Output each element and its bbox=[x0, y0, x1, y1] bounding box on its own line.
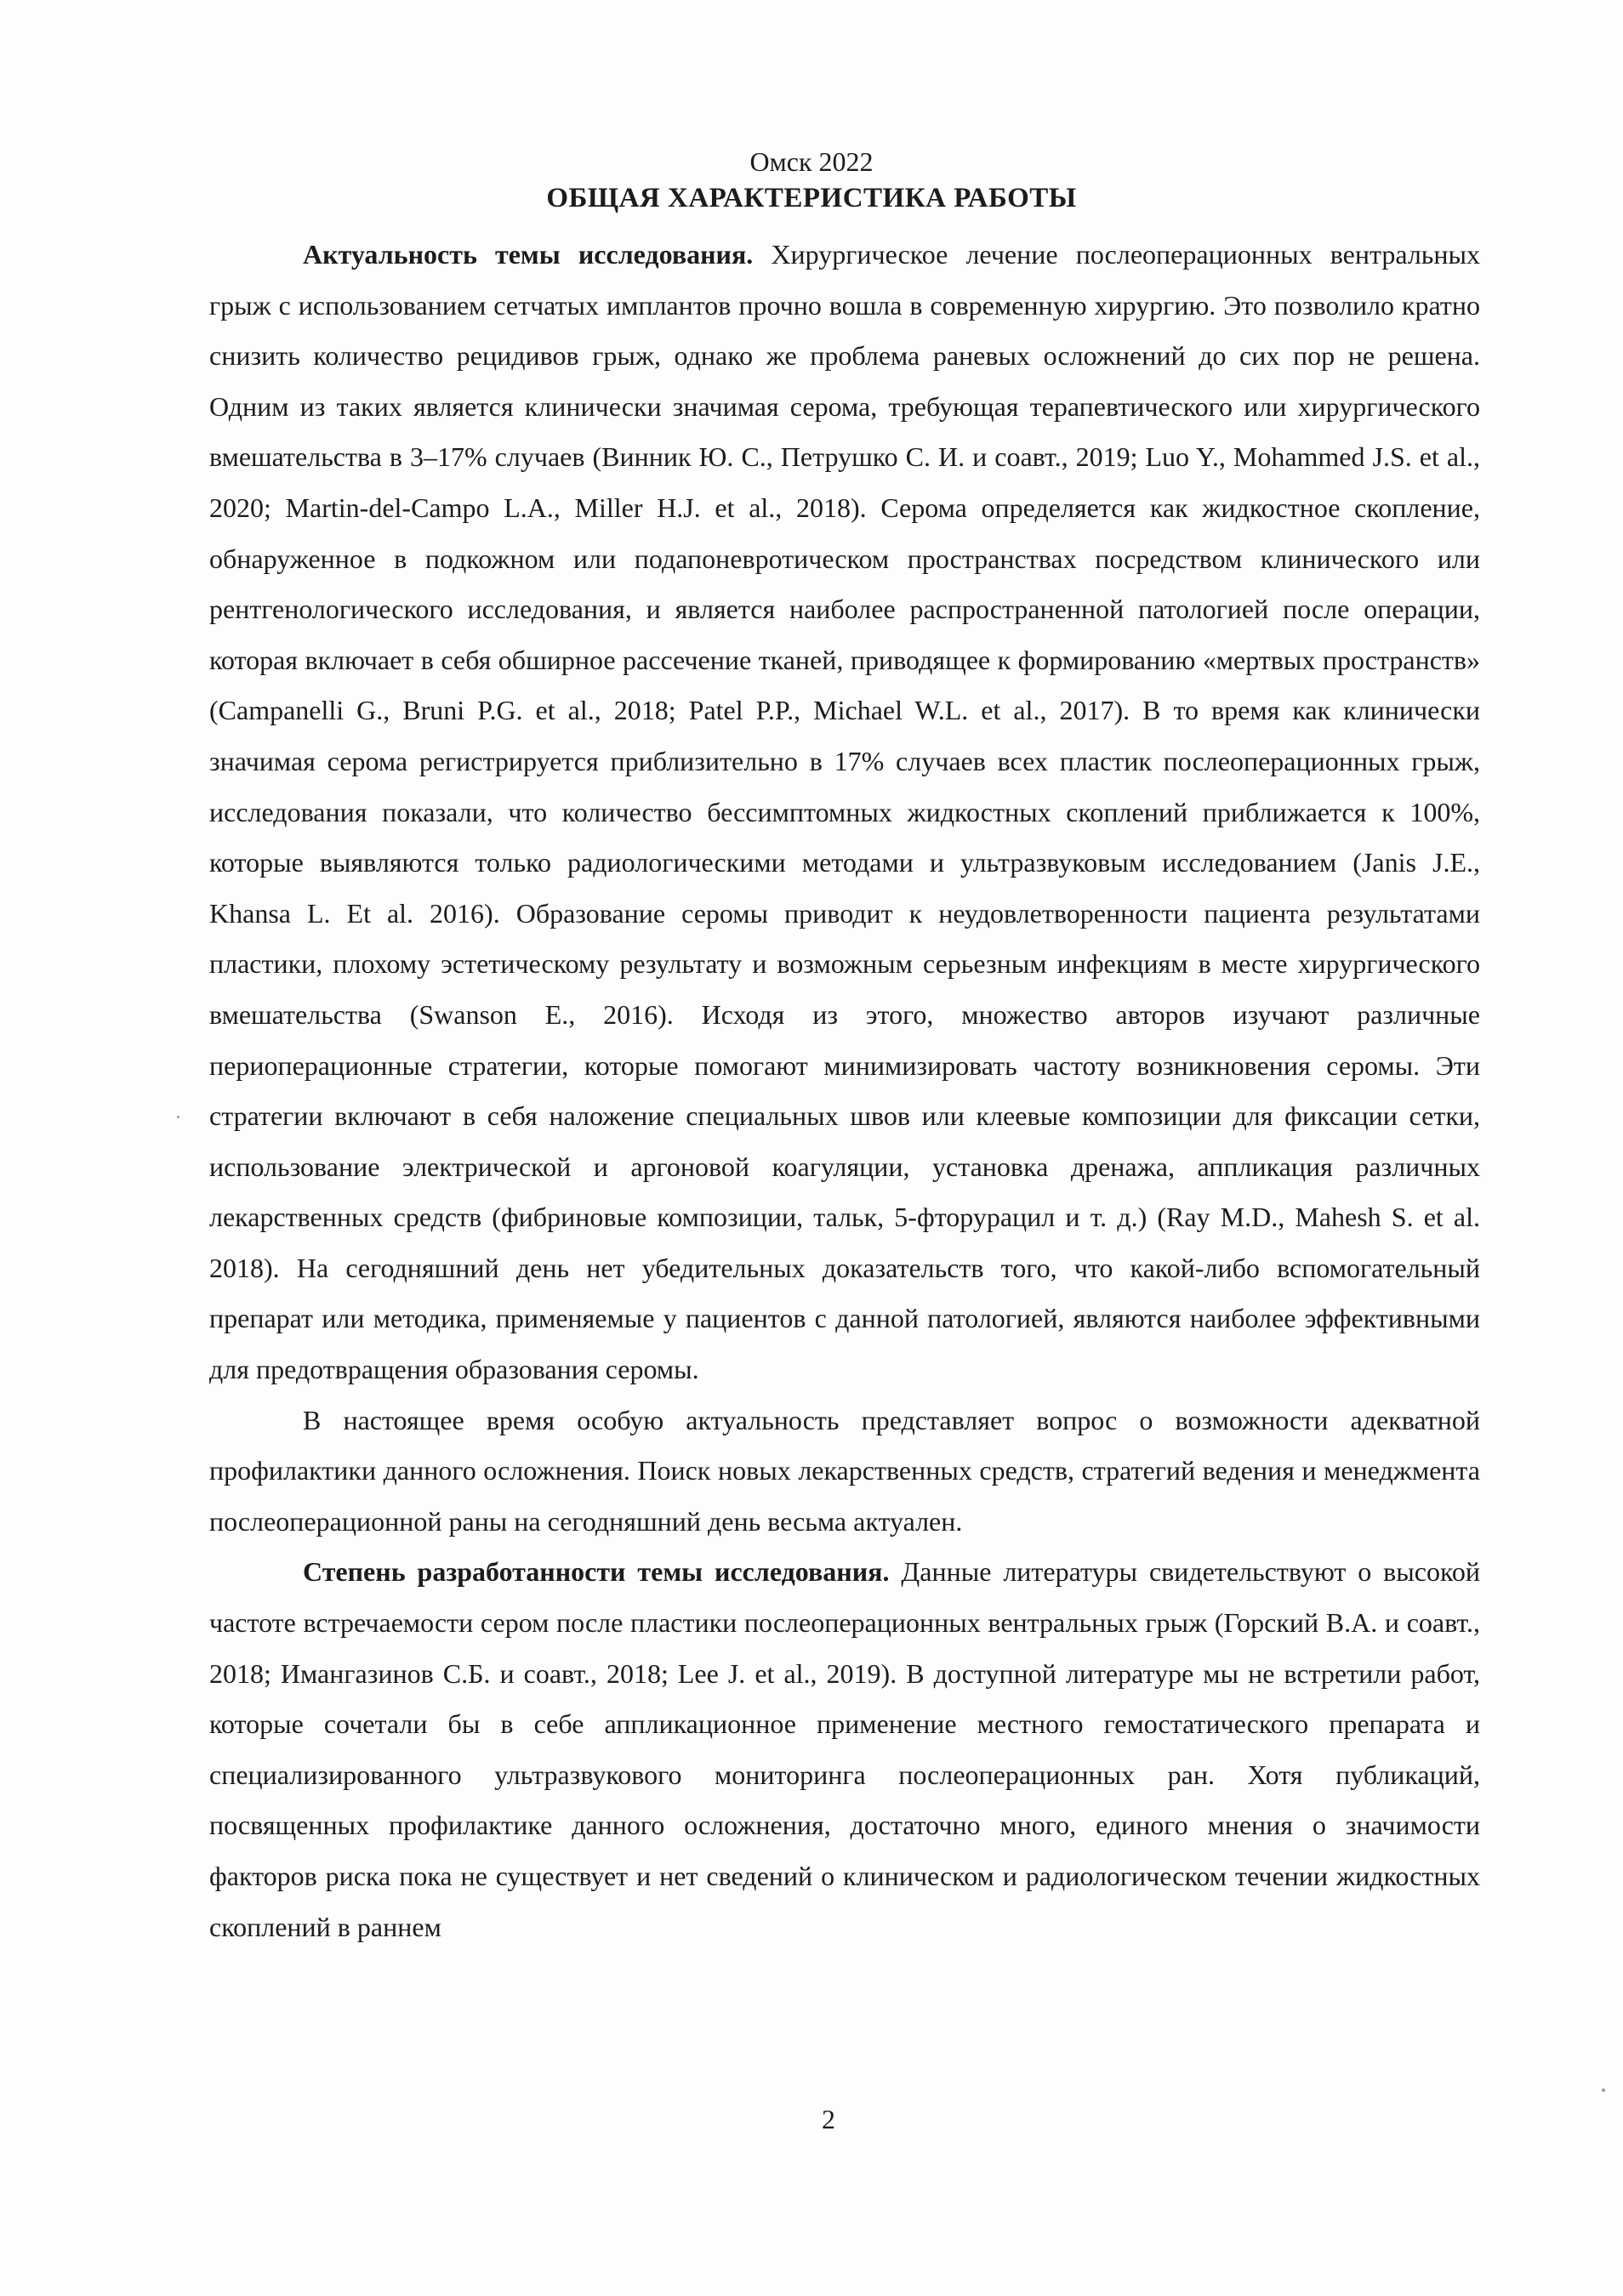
section-title: ОБЩАЯ ХАРАКТЕРИСТИКА РАБОТЫ bbox=[546, 183, 1077, 213]
scan-speck bbox=[1602, 2089, 1605, 2092]
paragraph-text-relevance: Хирургическое лечение послеоперационных вентральных грыж с использованием сетчатых имплантов прочно вошла в современную хирургию. Это позволило кратно снизить количество рецидивов грыж, однако же проблема раневых осложнений до сих пор не решена. Одним из таких является клинически значимая серома, требующая терапевтического или хирургического вмешательства в 3–17% случаев (Винник Ю. С., Петрушко С. И. и соавт., 2019; Luo Y., Mohammed J.S. et al., 2020; Martin-del-Campo L.A., Miller H.J. et al., 2018). Серома определяется как жидкостное скопление, обнаруженное в подкожном или подапоневротическом пространствах посредством клинического или рентгенологического исследования, и является наиболее распространенной патологией после операции, которая включает в себя обширное рассечение тканей, приводящее к формированию «мертвых пространств» (Campanelli G., Bruni P.G. et al., 2018; Patel P.P., Michael W.L. et al., 2017). В то время как клинически значимая серома регистрируется приблизительно в 17% случаев всех пластик послеоперационных грыж, исследования показали, что количество бессимптомных жидкостных скоплений приближается к 100%, которые выявляются только радиологическими методами и ультразвуковым исследованием (Janis J.E., Khansa L. Et al. 2016). Образование серомы приводит к неудовлетворенности пациента результатами пластики, плохому эстетическому результату и возможным серьезным инфекциям в месте хирургического вмешательства (Swanson E., 2016). Исходя из этого, множество авторов изучают различные периоперационные стратегии, которые помогают минимизировать частоту возникновения серомы. Эти стратегии включают в себя наложение специальных швов или клеевые композиции для фиксации сетки, использование электрической и аргоновой коагуляции, установка дренажа, аппликация различных лекарственных средств (фибриновые композиции, тальк, 5-фторурацил и т. д.) (Ray M.D., Mahesh S. et al. 2018). На сегодняшний день нет убедительных доказательств того, что какой-либо вспомогательный препарат или методика, применяемые у пациентов с данной патологией, являются наиболее эффективными для предотвращения образования серомы. bbox=[209, 239, 1481, 1385]
city-year-line: Омск 2022 bbox=[749, 146, 874, 177]
paragraph-current-importance bbox=[209, 1395, 1480, 1548]
paragraph-lead-relevance: Актуальность темы исследования. bbox=[303, 239, 754, 270]
paragraph-relevance bbox=[209, 230, 1480, 1395]
paragraph-text-degree-of-development: Данные литературы свидетельствуют о высокой частоте встречаемости сером после пластики послеоперационных вентральных грыж (Горский В.А. и соавт., 2018; Имангазинов С.Б. и соавт., 2018; Lee J. et al., 2019). В доступной литературе мы не встретили работ, которые сочетали бы в себе аппликационное применение местного гемостатического препарата и специализированного ультразвукового мониторинга послеоперационных ран. Хотя публикаций, посвященных профилактике данного осложнения, достаточно много, единого мнения о значимости факторов риска пока не существует и нет сведений о клиническом и радиологическом течении жидкостных скоплений в раннем bbox=[209, 1556, 1481, 1942]
body-text bbox=[209, 230, 1480, 1952]
paragraph-text-current-importance: В настоящее время особую актуальность представляет вопрос о возможности адекватной профилактики данного осложнения. Поиск новых лекарственных средств, стратегий ведения и менеджмента послеоперационной раны на сегодняшний день весьма актуален. bbox=[209, 1404, 1480, 1537]
page-number: 2 bbox=[822, 2104, 835, 2134]
paragraph-degree-of-development bbox=[209, 1547, 1480, 1952]
scan-speck bbox=[177, 1116, 179, 1118]
paragraph-lead-degree-of-development: Степень разработанности темы исследования. bbox=[303, 1556, 890, 1588]
